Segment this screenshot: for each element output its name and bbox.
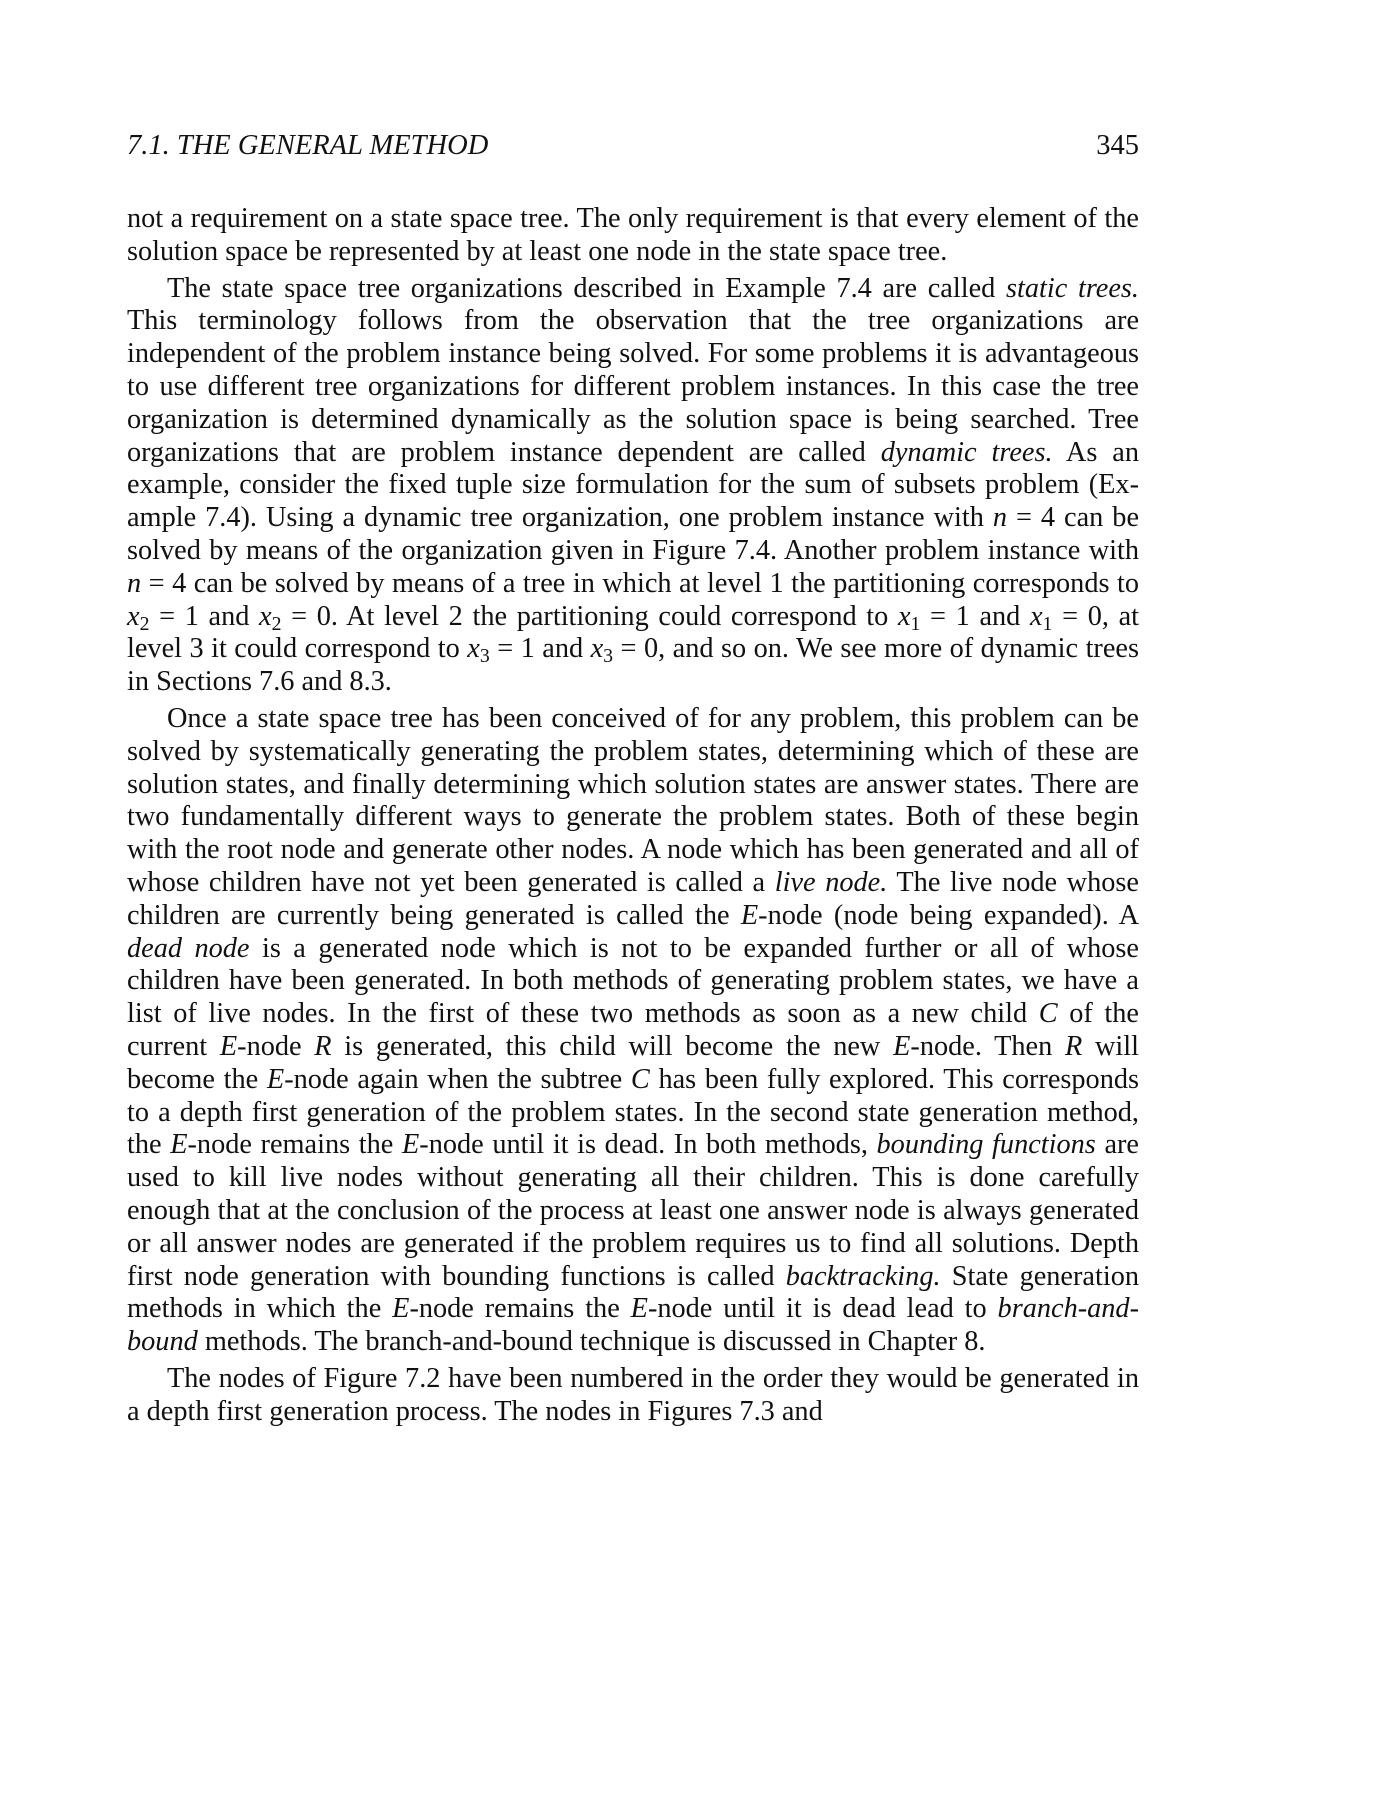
text-run: are used to kill live nodes without generating all their children. This is done carefully enough that at the conclusion of the process at least one answer node is always generated or all answer nodes are generated if the problem requires us to find all solutions. Depth first node generation with bounding functions is called <box>127 1129 1139 1292</box>
text-run: methods. The branch-and-bound technique is discussed in Chapter 8. <box>197 1326 986 1358</box>
text-run: will become the <box>127 1030 1139 1095</box>
italic-text: live node. <box>774 866 888 898</box>
italic-text: x <box>127 600 140 632</box>
text-run: is generated, this child will become the new <box>331 1030 894 1062</box>
book-page <box>127 128 1139 1432</box>
subscript: 1 <box>910 612 921 635</box>
subscript: 1 <box>1042 612 1053 635</box>
text-run: State generation methods in which the <box>127 1260 1139 1325</box>
italic-text: E <box>170 1129 188 1161</box>
text-run: -node (node being expanded). A <box>758 899 1140 931</box>
text-run: = 1 and <box>149 600 260 632</box>
italic-text: E <box>266 1063 285 1095</box>
italic-text: E <box>740 899 759 931</box>
text-run: -node until it is dead. In both methods, <box>419 1129 877 1161</box>
subscript: 2 <box>139 612 150 635</box>
text-run: The state space tree organizations described in Example 7.4 are called <box>167 272 1006 304</box>
text-run: The nodes of Figure 7.2 have been numbered in the order they would be generated in a depth first generation process. The nodes in Figures 7.3 and <box>127 1362 1139 1427</box>
italic-text: static trees. <box>1005 272 1139 304</box>
italic-text: x <box>467 633 480 665</box>
italic-text: E <box>893 1030 911 1062</box>
body-text <box>127 203 1139 1428</box>
running-head <box>127 128 1139 164</box>
text-run: of the current <box>127 998 1139 1062</box>
italic-text: x <box>897 600 911 632</box>
italic-text: branch-and-bound <box>127 1293 1140 1358</box>
text-run: This terminology follows from the observation that the tree organizations are independent of the problem instance being solved. For some problems it is advantageous to use different tree organizations for different problem instances. In this case the tree organization is determined dynamically as the solution space is being searched. Tree organizations that are problem instance dependent are called <box>127 305 1139 468</box>
italic-text: R <box>314 1030 332 1062</box>
text-run: not a requirement on a state space tree. The only requirement is that every element of the solution space be represented by at least one node in the state space tree. <box>127 203 1139 267</box>
italic-text: bounding functions <box>876 1129 1096 1161</box>
italic-text: n <box>992 502 1008 534</box>
text-run: -node remains the <box>409 1293 631 1325</box>
text-run: = 0. At level 2 the partitioning could correspond to <box>281 600 898 632</box>
italic-text: C <box>630 1063 650 1095</box>
text-run: = 0, at level 3 it could correspond to <box>127 600 1140 665</box>
italic-text: E <box>219 1030 238 1062</box>
italic-text: dynamic trees. <box>880 436 1053 468</box>
text-run: The live node whose children are currently being generated is called the <box>127 866 1139 931</box>
text-run: has been fully explored. This corresponds to a depth first generation of the problem states. In the second state generation method, the <box>127 1063 1140 1161</box>
text-run: -node until it is dead lead to <box>647 1293 998 1325</box>
text-run: = 4 can be solved by means of the organization given in Figure 7.4. Another problem instance with <box>127 502 1139 566</box>
subscript: 3 <box>479 645 490 668</box>
paragraph-1 <box>127 203 1139 269</box>
italic-text: backtracking. <box>785 1260 941 1292</box>
section-title: 7.1. THE GENERAL METHOD <box>127 130 489 161</box>
italic-text: R <box>1064 1030 1083 1062</box>
text-run: = 1 and <box>489 633 591 665</box>
text-run: As an example, consider the fixed tuple size formulation for the sum of subsets problem (Example 7.4). Using a dynamic tree organization, one problem instance with <box>127 436 1139 534</box>
italic-text: x <box>259 600 272 632</box>
subscript: 3 <box>603 645 614 668</box>
text-run: -node remains the <box>187 1129 402 1161</box>
italic-text: C <box>1038 998 1058 1030</box>
italic-text: x <box>590 633 604 665</box>
italic-text: n <box>127 567 142 599</box>
paragraph-4 <box>127 1363 1139 1429</box>
subscript: 2 <box>271 612 282 635</box>
italic-text: dead node <box>127 932 250 964</box>
italic-text: x <box>1029 600 1043 632</box>
text-run: = 1 and <box>920 600 1030 632</box>
paragraph-2 <box>127 273 1139 699</box>
text-run: -node. Then <box>910 1030 1065 1062</box>
page-number: 345 <box>1096 130 1139 161</box>
paragraph-3 <box>127 703 1139 1359</box>
text-run: = 0, and so on. We see more of dynamic trees in Sections 7.6 and 8.3. <box>127 633 1139 698</box>
text-run: = 4 can be solved by means of a tree in which at level 1 the partitioning corresponds to <box>141 567 1139 599</box>
text-run: -node <box>237 1030 315 1062</box>
italic-text: E <box>630 1293 648 1325</box>
text-run: is a generated node which is not to be expanded further or all of whose children have been generated. In both methods of generating problem states, we have a list of live nodes. In the first of these two methods as soon as a new child <box>127 932 1139 1030</box>
italic-text: E <box>401 1129 420 1161</box>
text-run: -node again when the subtree <box>284 1063 631 1095</box>
italic-text: E <box>392 1293 410 1325</box>
text-run: Once a state space tree has been conceived of for any problem, this problem can be solved by systematically generating the problem states, determining which of these are solution states, and finally determining which solution states are answer states. There are two fundamentally different ways to generate the problem states. Both of these begin with the root node and generate other nodes. A node which has been generated and all of whose children have not yet been generated is called a <box>127 702 1139 898</box>
